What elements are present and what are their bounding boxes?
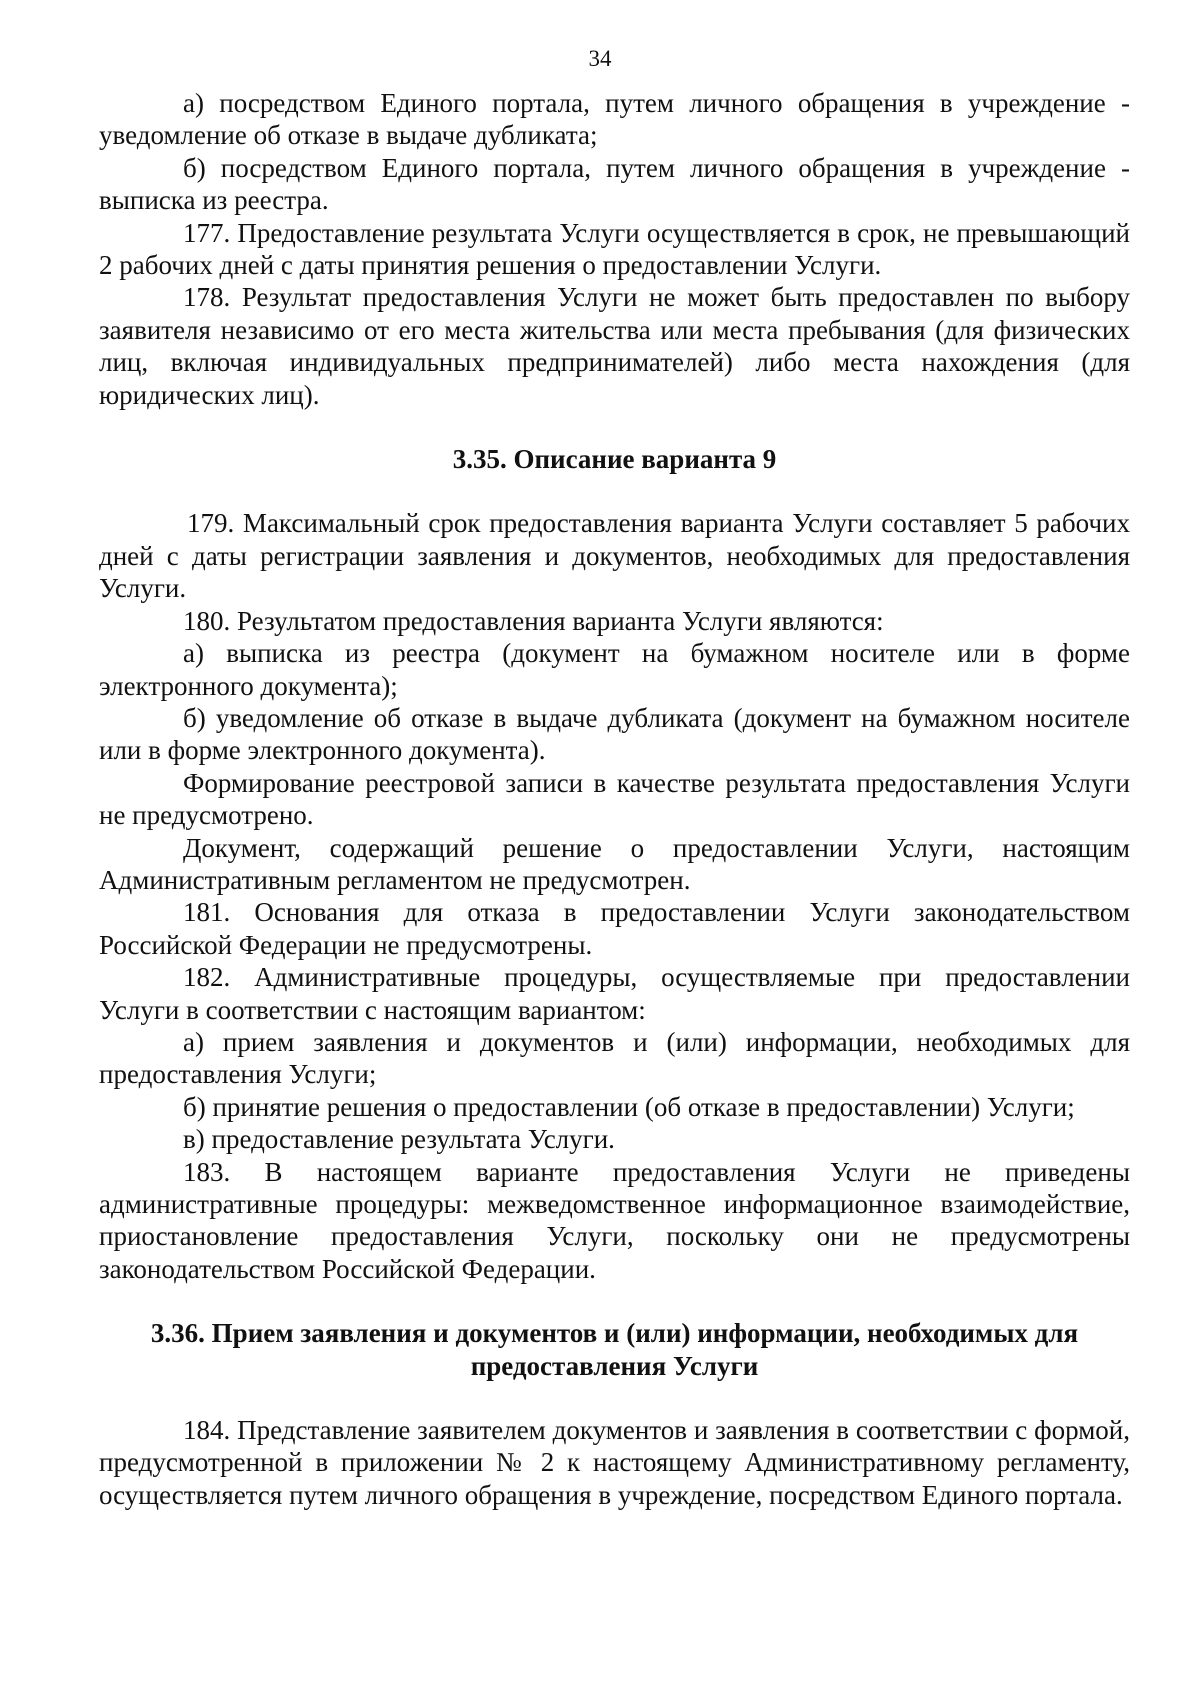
- paragraph-178: 178. Результат предоставления Услуги не может быть предоставлен по выбору заявителя независимо от его места жительства или места пребывания (для физических лиц, включая индивидуальных предпринимателей) либо места нахождения (для юридических лиц).: [99, 282, 1130, 410]
- paragraph-182-item-b: б) принятие решения о предоставлении (об отказе в предоставлении) Услуги;: [183, 1091, 1075, 1122]
- paragraph-180-item-a: а) выписка из реестра (документ на бумажном носителе или в форме электронного документа);: [99, 638, 1130, 701]
- page-number: 34: [588, 46, 612, 71]
- paragraph-182: 182. Административные процедуры, осуществляемые при предоставлении Услуги в соответствии с настоящим вариантом:: [99, 962, 1130, 1025]
- page-content: [99, 87, 1130, 1511]
- paragraph-182-item-a: а) прием заявления и документов и (или) информации, необходимых для предоставления Услуги;: [99, 1026, 1130, 1090]
- paragraph-184: 184. Представление заявителем документов и заявления в соответствии с формой, предусмотренной в приложении № 2 к настоящему Административному регламенту, осуществляется путем личного обращения в учреждение, посредством Единого портала.: [99, 1415, 1130, 1510]
- paragraph-registry-record: Формирование реестровой записи в качестве результата предоставления Услуги не предусмотрено.: [99, 767, 1130, 831]
- paragraph-181: 181. Основания для отказа в предоставлении Услуги законодательством Российской Федерации не предусмотрены.: [99, 897, 1130, 960]
- paragraph-180-item-b: б) уведомление об отказе в выдаче дубликата (документ на бумажном носителе или в форме электронного документа).: [99, 702, 1130, 766]
- paragraph-item-b-extract: б) посредством Единого портала, путем личного обращения в учреждение - выписка из реестра.: [99, 152, 1130, 216]
- paragraph-182-item-c: в) предоставление результата Услуги.: [183, 1124, 615, 1155]
- paragraph-decision-document: Документ, содержащий решение о предоставлении Услуги, настоящим Административным регламентом не предусмотрен.: [99, 832, 1130, 895]
- section-heading-3-35: 3.35. Описание варианта 9: [452, 444, 777, 475]
- section-heading-3-36: 3.36. Прием заявления и документов и (или) информации, необходимых для предоставления Услуги: [150, 1318, 1079, 1381]
- paragraph-183: 183. В настоящем варианте предоставления Услуги не приведены административные процедуры: межведомственное информационное взаимодействие, приостановление предоставления Услуги, поскольку они не предусмотрены законодательством Российской Федерации.: [99, 1156, 1130, 1284]
- paragraph-177: 177. Предоставление результата Услуги осуществляется в срок, не превышающий 2 рабочих дней с даты принятия решения о предоставлении Услуги.: [99, 217, 1130, 281]
- paragraph-180: 180. Результатом предоставления варианта Услуги являются:: [183, 605, 884, 636]
- paragraph-179: 179. Максимальный срок предоставления варианта Услуги составляет 5 рабочих дней с даты регистрации заявления и документов, необходимых для предоставления Услуги.: [99, 508, 1130, 604]
- paragraph-item-a-notice: а) посредством Единого портала, путем личного обращения в учреждение - уведомление об отказе в выдаче дубликата;: [99, 88, 1130, 151]
